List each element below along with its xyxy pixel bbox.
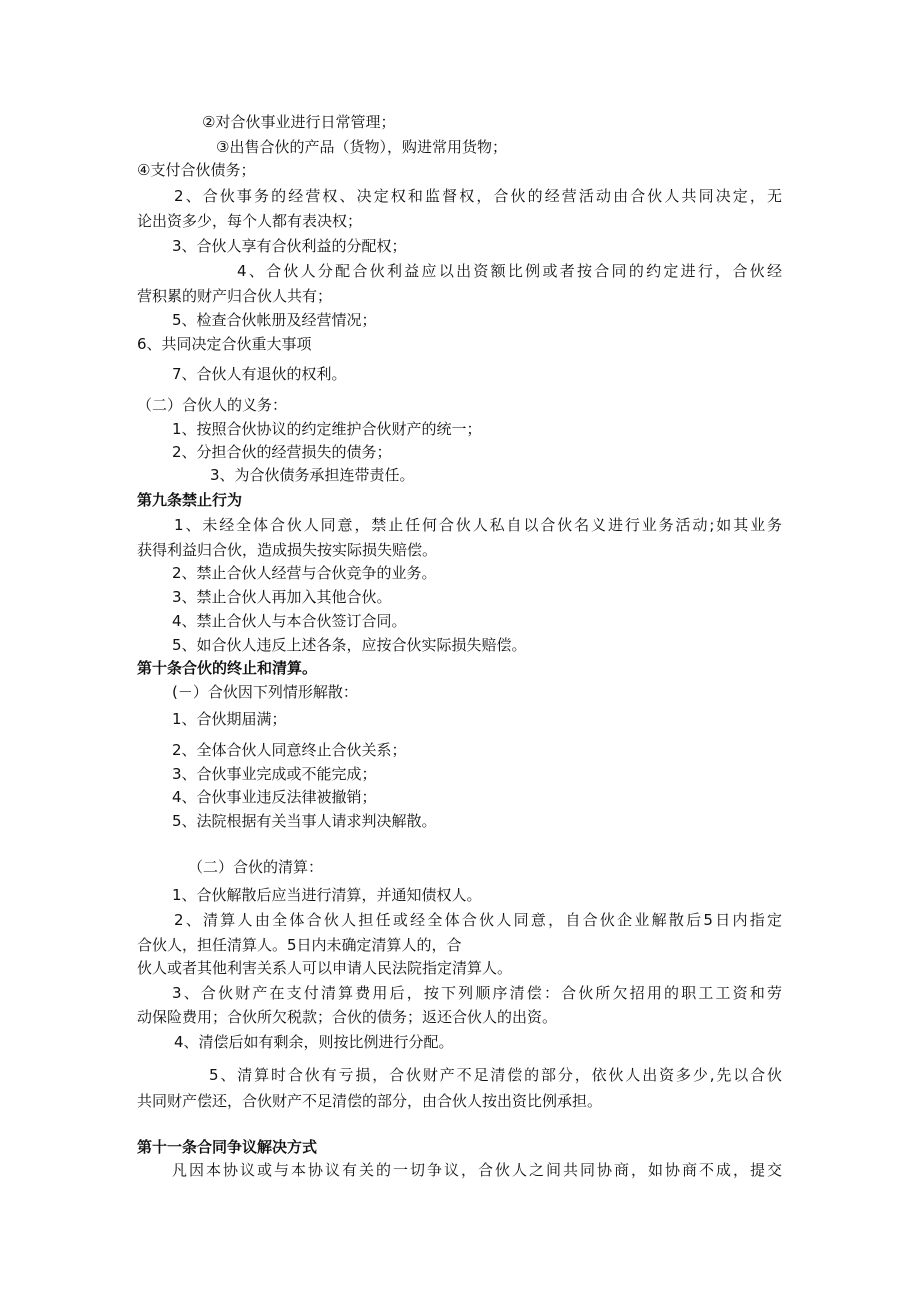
section-heading: 第十一条合同争议解决方式 — [137, 1138, 318, 1156]
text-line: 伙人或者其他利害关系人可以申请人民法院指定清算人。 — [137, 959, 513, 977]
text-line: 论出资多少，每个人都有表决权； — [137, 212, 363, 230]
text-line: 合伙人，担任清算人。5日内未确定清算人的，合 — [137, 936, 462, 954]
text-line: 3、合伙人享有合伙利益的分配权； — [172, 237, 407, 255]
text-line: 3、为合伙债务承担连带责任。 — [210, 466, 415, 484]
text-line: 3、合伙财产在支付清算费用后，按下列顺序清偿：合伙所欠招用的职工工资和劳 — [172, 984, 782, 1002]
text-line: 1、按照合伙协议的约定维护合伙财产的统一； — [172, 420, 482, 438]
text-line: 1、未经全体合伙人同意，禁止任何合伙人私自以合伙名义进行业务活动;如其业务 — [174, 516, 782, 534]
text-line: 2、合伙事务的经营权、决定权和监督权，合伙的经营活动由合伙人共同决定，无 — [174, 187, 782, 205]
text-line: 7、合伙人有退伙的权利。 — [172, 365, 347, 383]
text-line: 3、合伙事业完成或不能完成； — [172, 765, 377, 783]
text-line: 2、全体合伙人同意终止合伙关系； — [172, 741, 407, 759]
text-line: 5、法院根据有关当事人请求判决解散。 — [172, 812, 437, 830]
text-line: 1、合伙期届满； — [172, 710, 287, 728]
text-line: 共同财产偿还，合伙财产不足清偿的部分，由合伙人按出资比例承担。 — [137, 1092, 603, 1110]
section-subheading: （二）合伙人的义务： — [137, 396, 288, 414]
text-line: 5、清算时合伙有亏损，合伙财产不足清偿的部分，依伙人出资多少,先以合伙 — [209, 1066, 782, 1084]
text-line: 凡因本协议或与本协议有关的一切争议，合伙人之间共同协商，如协商不成，提交 — [172, 1161, 782, 1179]
section-subheading: (－）合伙因下列情形解散： — [172, 683, 358, 701]
text-line: ④支付合伙债务； — [137, 161, 256, 179]
text-line: 4、清偿后如有剩余，则按比例进行分配。 — [174, 1033, 454, 1051]
text-line: 2、禁止合伙人经营与合伙竞争的业务。 — [172, 564, 437, 582]
text-line: 6、共同决定合伙重大事项 — [137, 335, 312, 353]
text-line: 营积累的财产归合伙人共有； — [137, 287, 333, 305]
section-heading: 第九条禁止行为 — [137, 491, 243, 509]
text-line: 4、禁止合伙人与本合伙签订合同。 — [172, 612, 407, 630]
text-line: 5、如合伙人违反上述各条，应按合伙实际损失赔偿。 — [172, 636, 527, 654]
text-line: 4、合伙事业违反法律被撤销； — [172, 788, 377, 806]
text-line: 5、检查合伙帐册及经营情况； — [172, 311, 377, 329]
text-line: 动保险费用；合伙所欠税款；合伙的债务；返还合伙人的出资。 — [137, 1008, 558, 1026]
text-line: 1、合伙解散后应当进行清算，并通知债权人。 — [172, 886, 482, 904]
text-line: 获得利益归合伙，造成损失按实际损失赔偿。 — [137, 541, 438, 559]
text-line: 4、合伙人分配合伙利益应以出资额比例或者按合同的约定进行，合伙经 — [237, 262, 782, 280]
text-line: 2、清算人由全体合伙人担任或经全体合伙人同意，自合伙企业解散后5日内指定 — [174, 911, 782, 929]
text-line: ③出售合伙的产品（货物），购进常用货物； — [216, 138, 507, 156]
text-line: 3、禁止合伙人再加入其他合伙。 — [172, 588, 392, 606]
section-heading: 第十条合伙的终止和清算。 — [137, 659, 318, 677]
text-line: ②对合伙事业进行日常管理； — [202, 113, 396, 131]
text-line: 2、分担合伙的经营损失的债务； — [172, 443, 392, 461]
section-subheading: （二）合伙的清算： — [188, 858, 324, 876]
